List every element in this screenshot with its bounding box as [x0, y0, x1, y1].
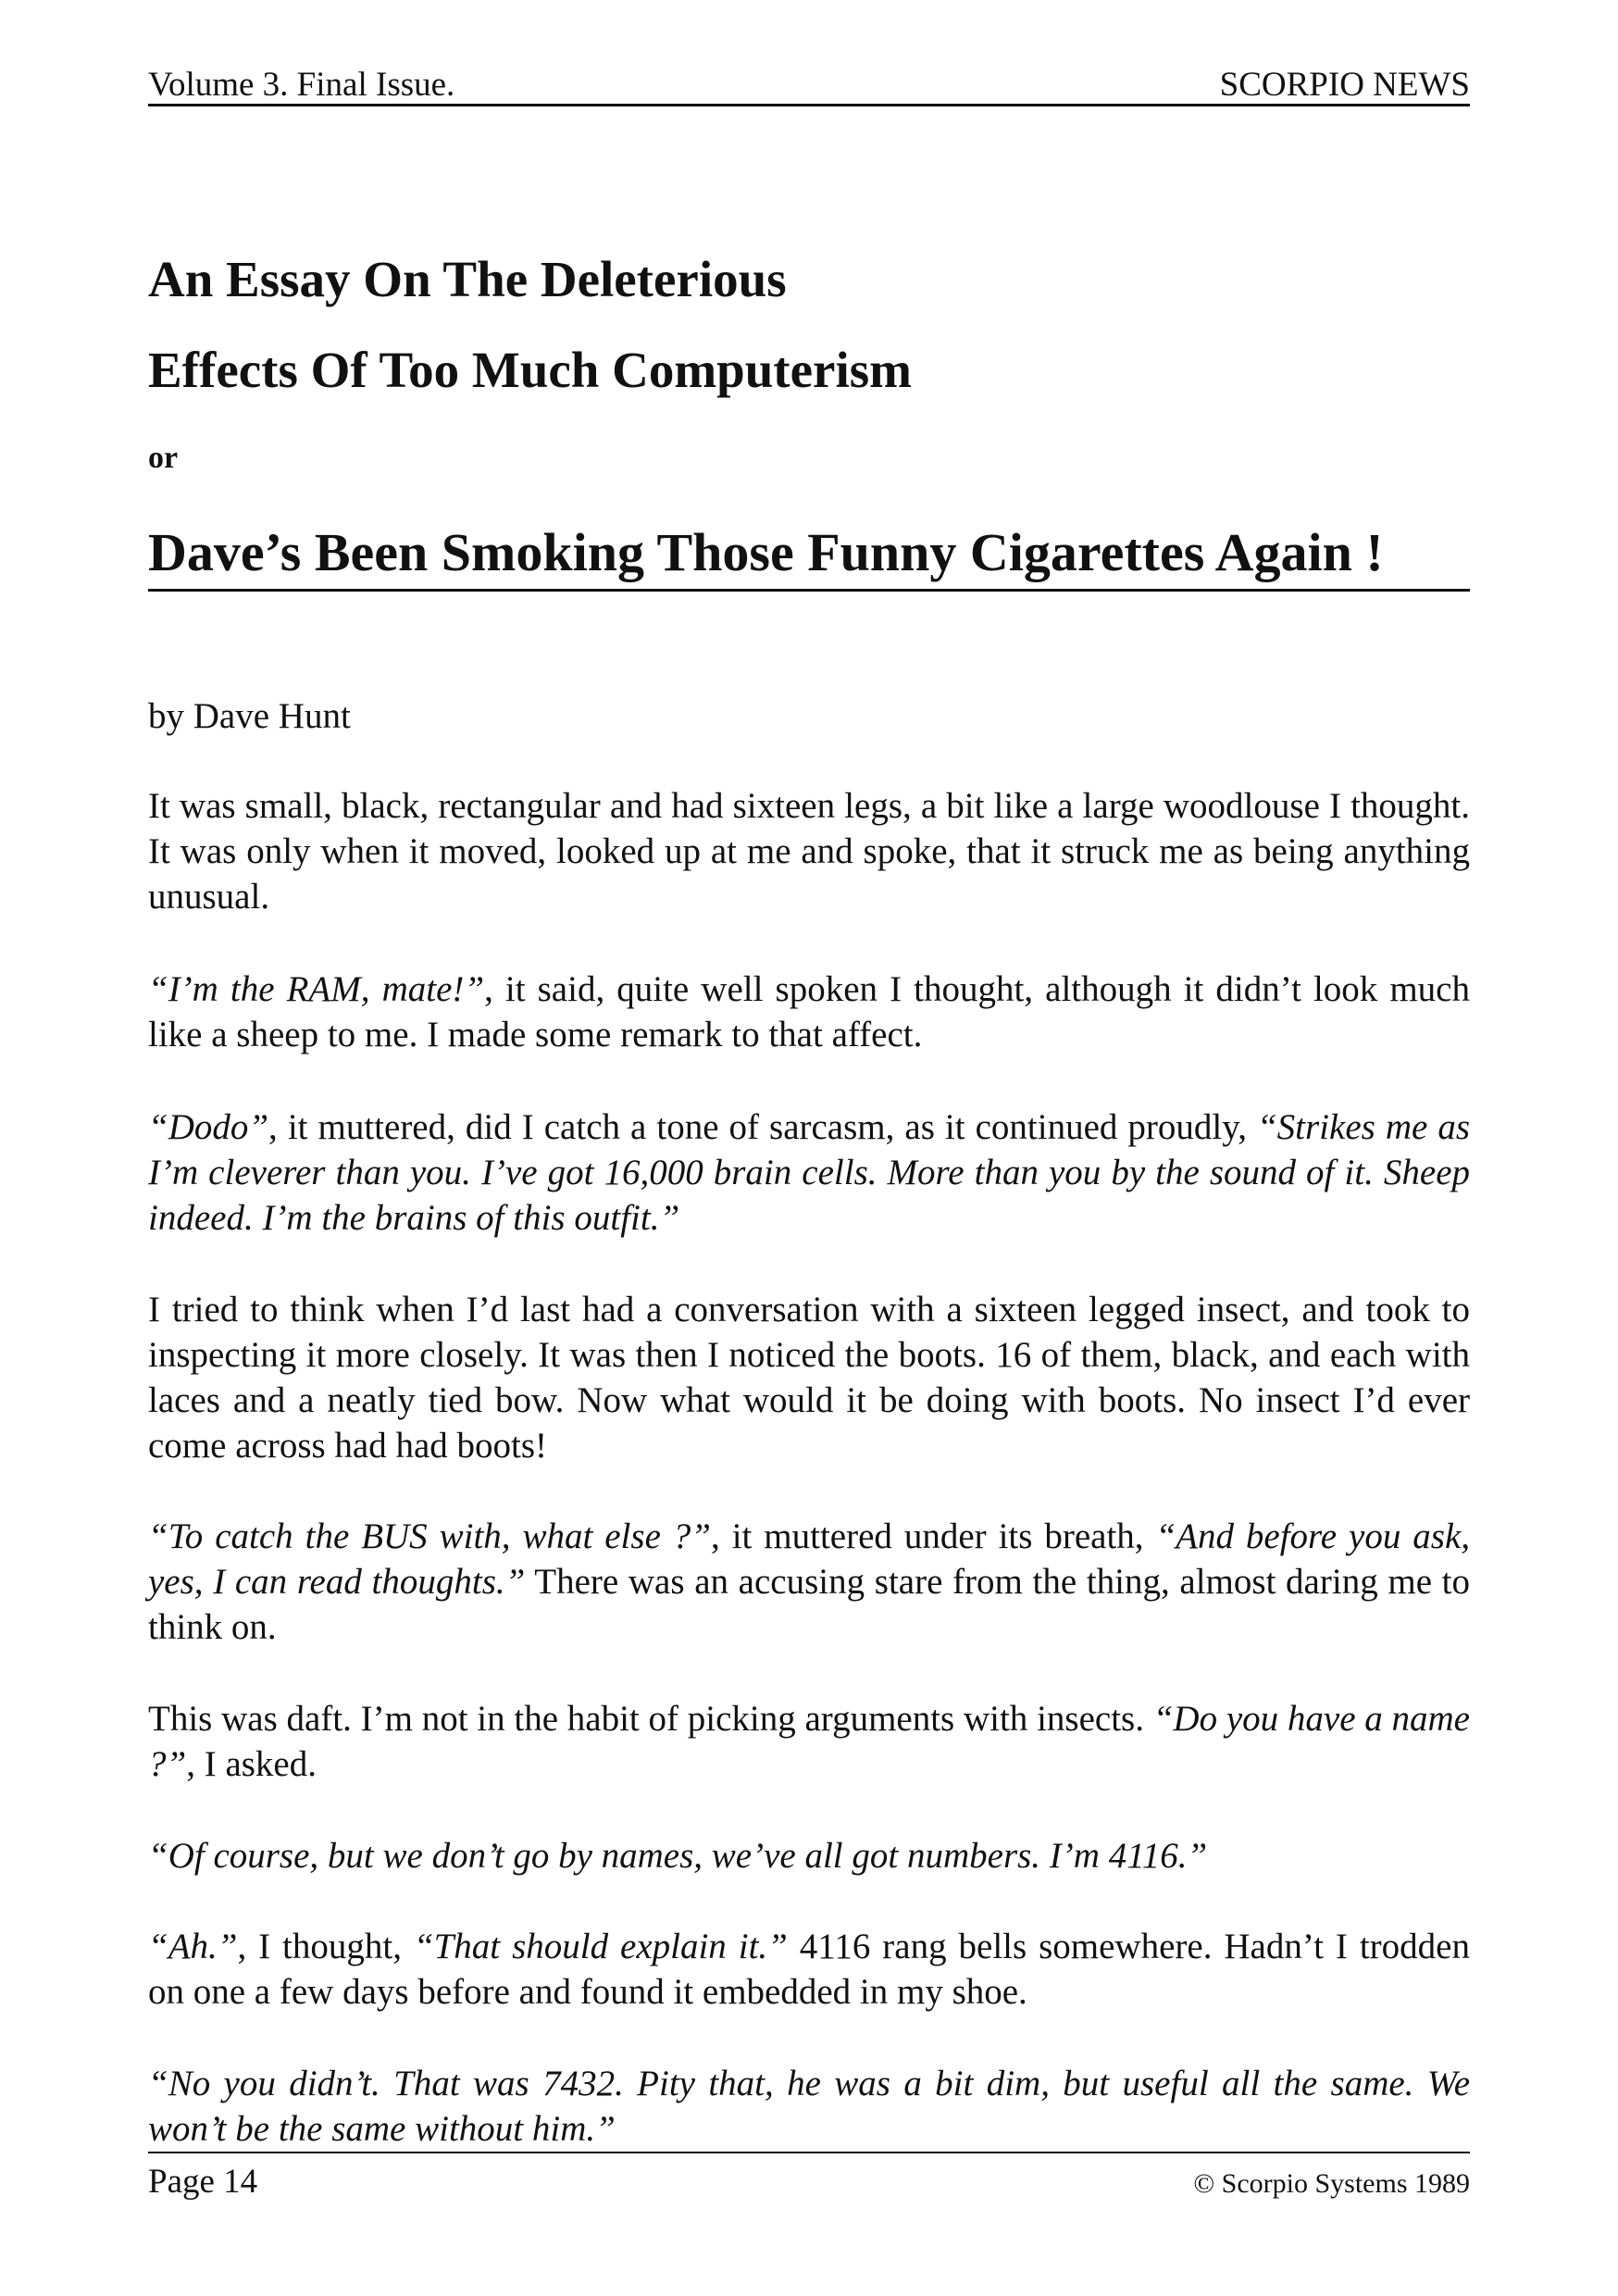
italic-text-run: “And before you ask, yes, I can read thoughts.” — [148, 1516, 1471, 1602]
byline: by Dave Hunt — [148, 696, 351, 736]
article-title-line-1: An Essay On The Deleterious — [148, 251, 787, 307]
text-run: , it muttered under its breath, — [711, 1516, 1156, 1556]
paragraph — [148, 1514, 1470, 1650]
italic-text-run: “Ah.” — [148, 1927, 238, 1966]
text-run: 4116 rang bells somewhere. Hadn’t I trodden on one a few days before and found it embedded in my shoe. — [148, 1927, 1470, 2012]
publication-name: SCORPIO NEWS — [1219, 66, 1470, 104]
paragraph — [148, 1696, 1470, 1787]
italic-text-run: “Dodo” — [148, 1107, 269, 1147]
text-run: , I thought, — [237, 1927, 414, 1966]
running-header — [148, 61, 1470, 106]
text-run: , it said, quite well spoken I thought, although it didn’t look much like a sheep to me. I made some remark to that affect. — [148, 969, 1470, 1054]
text-run: I tried to think when I’d last had a conversation with a sixteen legged insect, and took to inspecting it more closely. It was then I noticed the boots. 16 of them, black, and each with laces and a neatly tied bow. Now what would it be doing with boots. No insect I’d ever come across had had boots! — [148, 1290, 1470, 1466]
paragraph — [148, 783, 1470, 919]
italic-text-run: “No you didn’t. That was 7432. Pity that, he was a bit dim, but useful all the same. We won’t be the same without him.” — [148, 2064, 1470, 2149]
italic-text-run: “Of course, but we don’t go by names, we’ve all got numbers. I’m 4116.” — [148, 1836, 1208, 1876]
italic-text-run: “I’m the RAM, mate!” — [148, 969, 485, 1009]
text-run: This was daft. I’m not in the habit of picking arguments with insects. — [148, 1699, 1153, 1739]
title-connector: or — [148, 441, 179, 475]
text-run: There was an accusing stare from the thing, almost daring me to think on. — [148, 1562, 1470, 1647]
paragraph — [148, 1104, 1470, 1241]
paragraph — [148, 1924, 1470, 2015]
text-run: It was small, black, rectangular and had sixteen legs, a bit like a large woodlouse I thought. It was only when it moved, looked up at me and spoke, that it struck me as being anything unusual. — [148, 786, 1470, 917]
italic-text-run: “That should explain it.” — [413, 1927, 788, 1966]
page-number: Page 14 — [148, 2163, 258, 2201]
paragraph — [148, 967, 1470, 1057]
text-run: , it muttered, did I catch a tone of sarcasm, as it continued proudly, — [268, 1107, 1257, 1147]
article-title-line-2: Effects Of Too Much Computerism — [148, 342, 912, 398]
paragraph — [148, 1287, 1470, 1468]
paragraph — [148, 1833, 1470, 1878]
copyright-notice: © Scorpio Systems 1989 — [1193, 2168, 1470, 2199]
text-run: , I asked. — [186, 1744, 317, 1784]
title-rule — [148, 589, 1470, 592]
italic-text-run: “Strikes me as I’m cleverer than you. I’ve got 16,000 brain cells. More than you by the sound of it. Sheep indeed. I’m the brains of this outfit.” — [148, 1107, 1470, 1238]
page-footer — [148, 2153, 1470, 2200]
article-subtitle: Dave’s Been Smoking Those Funny Cigarettes Again ! — [148, 522, 1384, 582]
italic-text-run: “To catch the BUS with, what else ?” — [148, 1516, 712, 1556]
issue-label: Volume 3. Final Issue. — [148, 66, 455, 104]
italic-text-run: “Do you have a name ?” — [148, 1699, 1470, 1784]
paragraph — [148, 2061, 1470, 2152]
